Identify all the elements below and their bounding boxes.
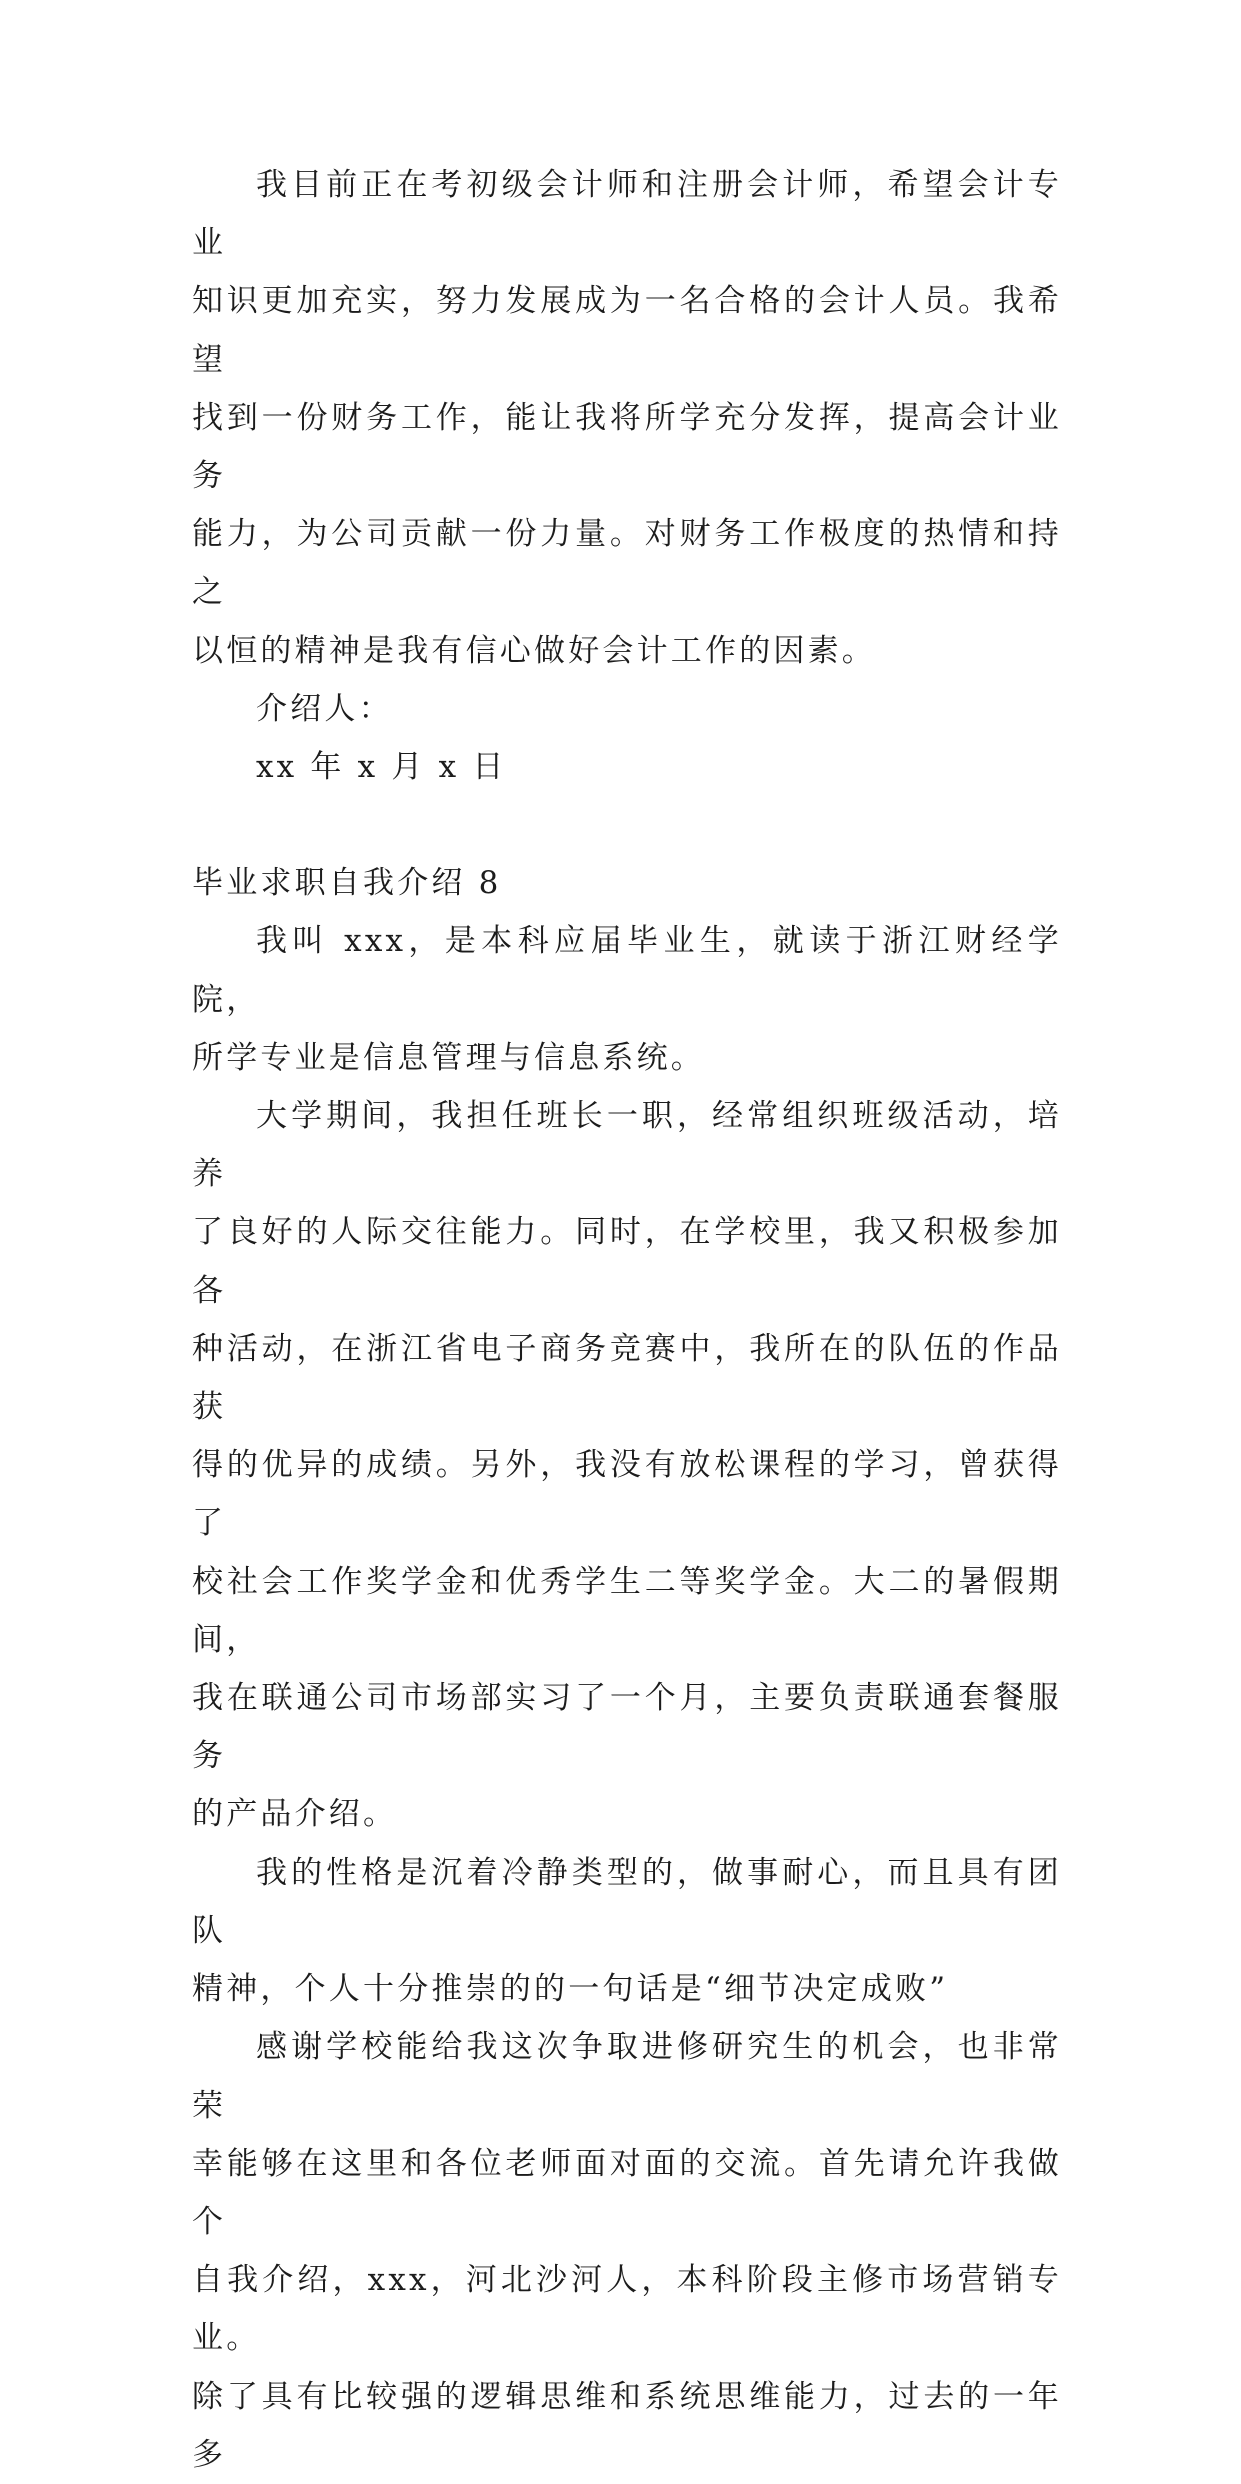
- date-line: xx 年 x 月 x 日: [256, 749, 507, 786]
- body-paragraph: 我的性格是沉着冷静类型的，做事耐心，而且具有团队 精神，个人十分推崇的的一句话是“细节决定成败”: [192, 1854, 1062, 2008]
- section-heading: 毕业求职自我介绍 8: [192, 865, 502, 902]
- body-paragraph: 感谢学校能给我这次争取进修研究生的机会，也非常荣 幸能够在这里和各位老师面对面的交流。首先请允许我做个 自我介绍，xxx，河北沙河人，本科阶段主修市场营销专业。 除了具有比较强的逻辑思维和系统思维能力，过去的一年多: [192, 2029, 1062, 2473]
- body-paragraph: 大学期间，我担任班长一职，经常组织班级活动，培养 了良好的人际交往能力。同时，在学校里，我又积极参加各 种活动，在浙江省电子商务竞赛中，我所在的队伍的作品获 得的优异的成绩。另外，我没有放松课程的学习，曾获得了 校社会工作奖学金和优秀学生二等奖学金。大二的暑假期间， 我在联通公司市场部实习了一个月，主要负责联通套餐服务 的产品介绍。: [192, 1098, 1062, 1833]
- intro-paragraph: 我目前正在考初级会计师和注册会计师，希望会计专业 知识更加充实，努力发展成为一名合格的会计人员。我希望 找到一份财务工作，能让我将所学充分发挥，提高会计业务 能力，为公司贡献一份力量。对财务工作极度的热情和持之 以恒的精神是我有信心做好会计工作的因素。: [192, 167, 1062, 669]
- document-body: [192, 156, 1062, 2484]
- blank-line: [192, 796, 1062, 854]
- body-paragraph: 我叫 xxx，是本科应届毕业生，就读于浙江财经学院， 所学专业是信息管理与信息系统。: [192, 923, 1062, 1076]
- introducer-label: 介绍人：: [256, 690, 393, 727]
